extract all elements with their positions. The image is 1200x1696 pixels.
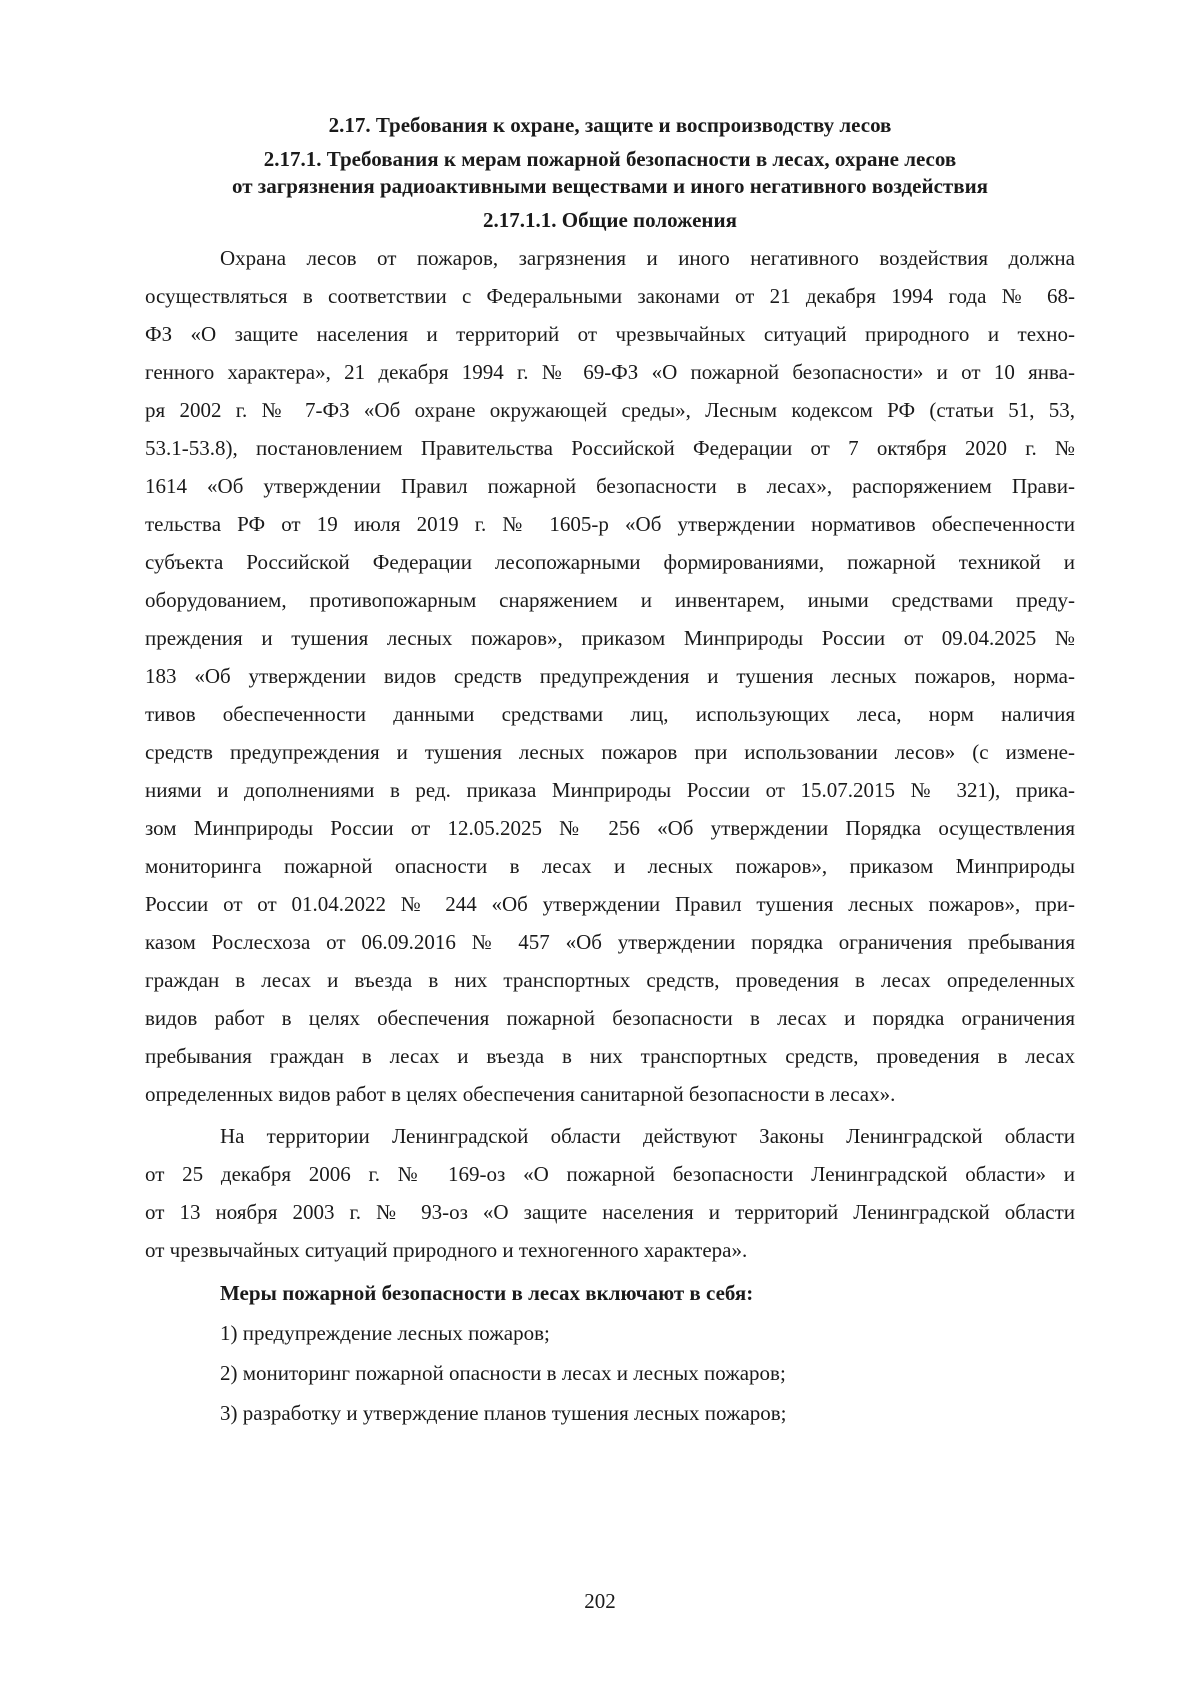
paragraph-line: мониторинга пожарной опасности в лесах и лесных пожаров», приказом Минприроды — [145, 854, 1075, 878]
paragraph-line: На территории Ленинградской области действуют Законы Ленинградской области — [220, 1124, 1075, 1148]
paragraph-line: средств предупреждения и тушения лесных пожаров при использовании лесов» (с измене- — [145, 740, 1075, 764]
paragraph-line: 53.1-53.8), постановлением Правительства Российской Федерации от 7 октября 2020 г. № — [145, 436, 1075, 460]
paragraph-line: пребывания граждан в лесах и въезда в них транспортных средств, проведения в лесах — [145, 1044, 1075, 1068]
paragraph-line: ниями и дополнениями в ред. приказа Минприроды России от 15.07.2015 № 321), прика- — [145, 778, 1075, 802]
paragraph-line: генного характера», 21 декабря 1994 г. № 69-ФЗ «О пожарной безопасности» и от 10 янва- — [145, 360, 1075, 384]
list-item: 2) мониторинг пожарной опасности в лесах и лесных пожаров; — [220, 1361, 786, 1385]
paragraph-line: от 13 ноября 2003 г. № 93-оз «О защите населения и территорий Ленинградской области — [145, 1200, 1075, 1224]
list-item: 1) предупреждение лесных пожаров; — [220, 1321, 550, 1345]
paragraph-line: от 25 декабря 2006 г. № 169-оз «О пожарной безопасности Ленинградской области» и — [145, 1162, 1075, 1186]
paragraph-line: 183 «Об утверждении видов средств предупреждения и тушения лесных пожаров, норма- — [145, 664, 1075, 688]
paragraph-line: Охрана лесов от пожаров, загрязнения и иного негативного воздействия должна — [220, 246, 1075, 270]
paragraph-line: ря 2002 г. № 7-ФЗ «Об охране окружающей среды», Лесным кодексом РФ (статьи 51, 53, — [145, 398, 1075, 422]
subsection-title — [140, 146, 1080, 200]
paragraph-line: видов работ в целях обеспечения пожарной безопасности в лесах и порядка ограничения — [145, 1006, 1075, 1030]
paragraph-line: определенных видов работ в целях обеспечения санитарной безопасности в лесах». — [145, 1082, 896, 1106]
subsection-title-line: от загрязнения радиоактивными веществами и иного негативного воздействия — [231, 174, 989, 198]
paragraph-line: преждения и тушения лесных пожаров», приказом Минприроды России от 09.04.2025 № — [145, 626, 1075, 650]
paragraph-line: тивов обеспеченности данными средствами лиц, использующих леса, норм наличия — [145, 702, 1075, 726]
paragraph-line: России от от 01.04.2022 № 244 «Об утверждении Правил тушения лесных пожаров», при- — [145, 892, 1075, 916]
list-item: 3) разработку и утверждение планов тушения лесных пожаров; — [220, 1401, 787, 1425]
paragraph-line: оборудованием, противопожарным снаряжением и инвентарем, иными средствами преду- — [145, 588, 1075, 612]
paragraph-line: граждан в лесах и въезда в них транспортных средств, проведения в лесах определенных — [145, 968, 1075, 992]
paragraph-line: субъекта Российской Федерации лесопожарными формированиями, пожарной техникой и — [145, 550, 1075, 574]
paragraph-line: осуществляться в соответствии с Федеральными законами от 21 декабря 1994 года № 68- — [145, 284, 1075, 308]
paragraph-line: зом Минприроды России от 12.05.2025 № 256 «Об утверждении Порядка осуществления — [145, 816, 1075, 840]
paragraph-line: 1614 «Об утверждении Правил пожарной безопасности в лесах», распоряжением Прави- — [145, 474, 1075, 498]
section-title: 2.17. Требования к охране, защите и воспроизводству лесов — [328, 113, 892, 137]
paragraph-line: тельства РФ от 19 июля 2019 г. № 1605-р «Об утверждении нормативов обеспеченности — [145, 512, 1075, 536]
page-number: 202 — [584, 1589, 616, 1613]
paragraph-line: от чрезвычайных ситуаций природного и техногенного характера». — [145, 1238, 748, 1262]
measures-heading: Меры пожарной безопасности в лесах включают в себя: — [220, 1281, 754, 1305]
subsubsection-title: 2.17.1.1. Общие положения — [483, 208, 737, 232]
subsection-title-line: 2.17.1. Требования к мерам пожарной безопасности в лесах, охране лесов — [263, 147, 957, 171]
paragraph-line: ФЗ «О защите населения и территорий от чрезвычайных ситуаций природного и техно- — [145, 322, 1075, 346]
paragraph-line: казом Рослесхоза от 06.09.2016 № 457 «Об утверждении порядка ограничения пребывания — [145, 930, 1075, 954]
